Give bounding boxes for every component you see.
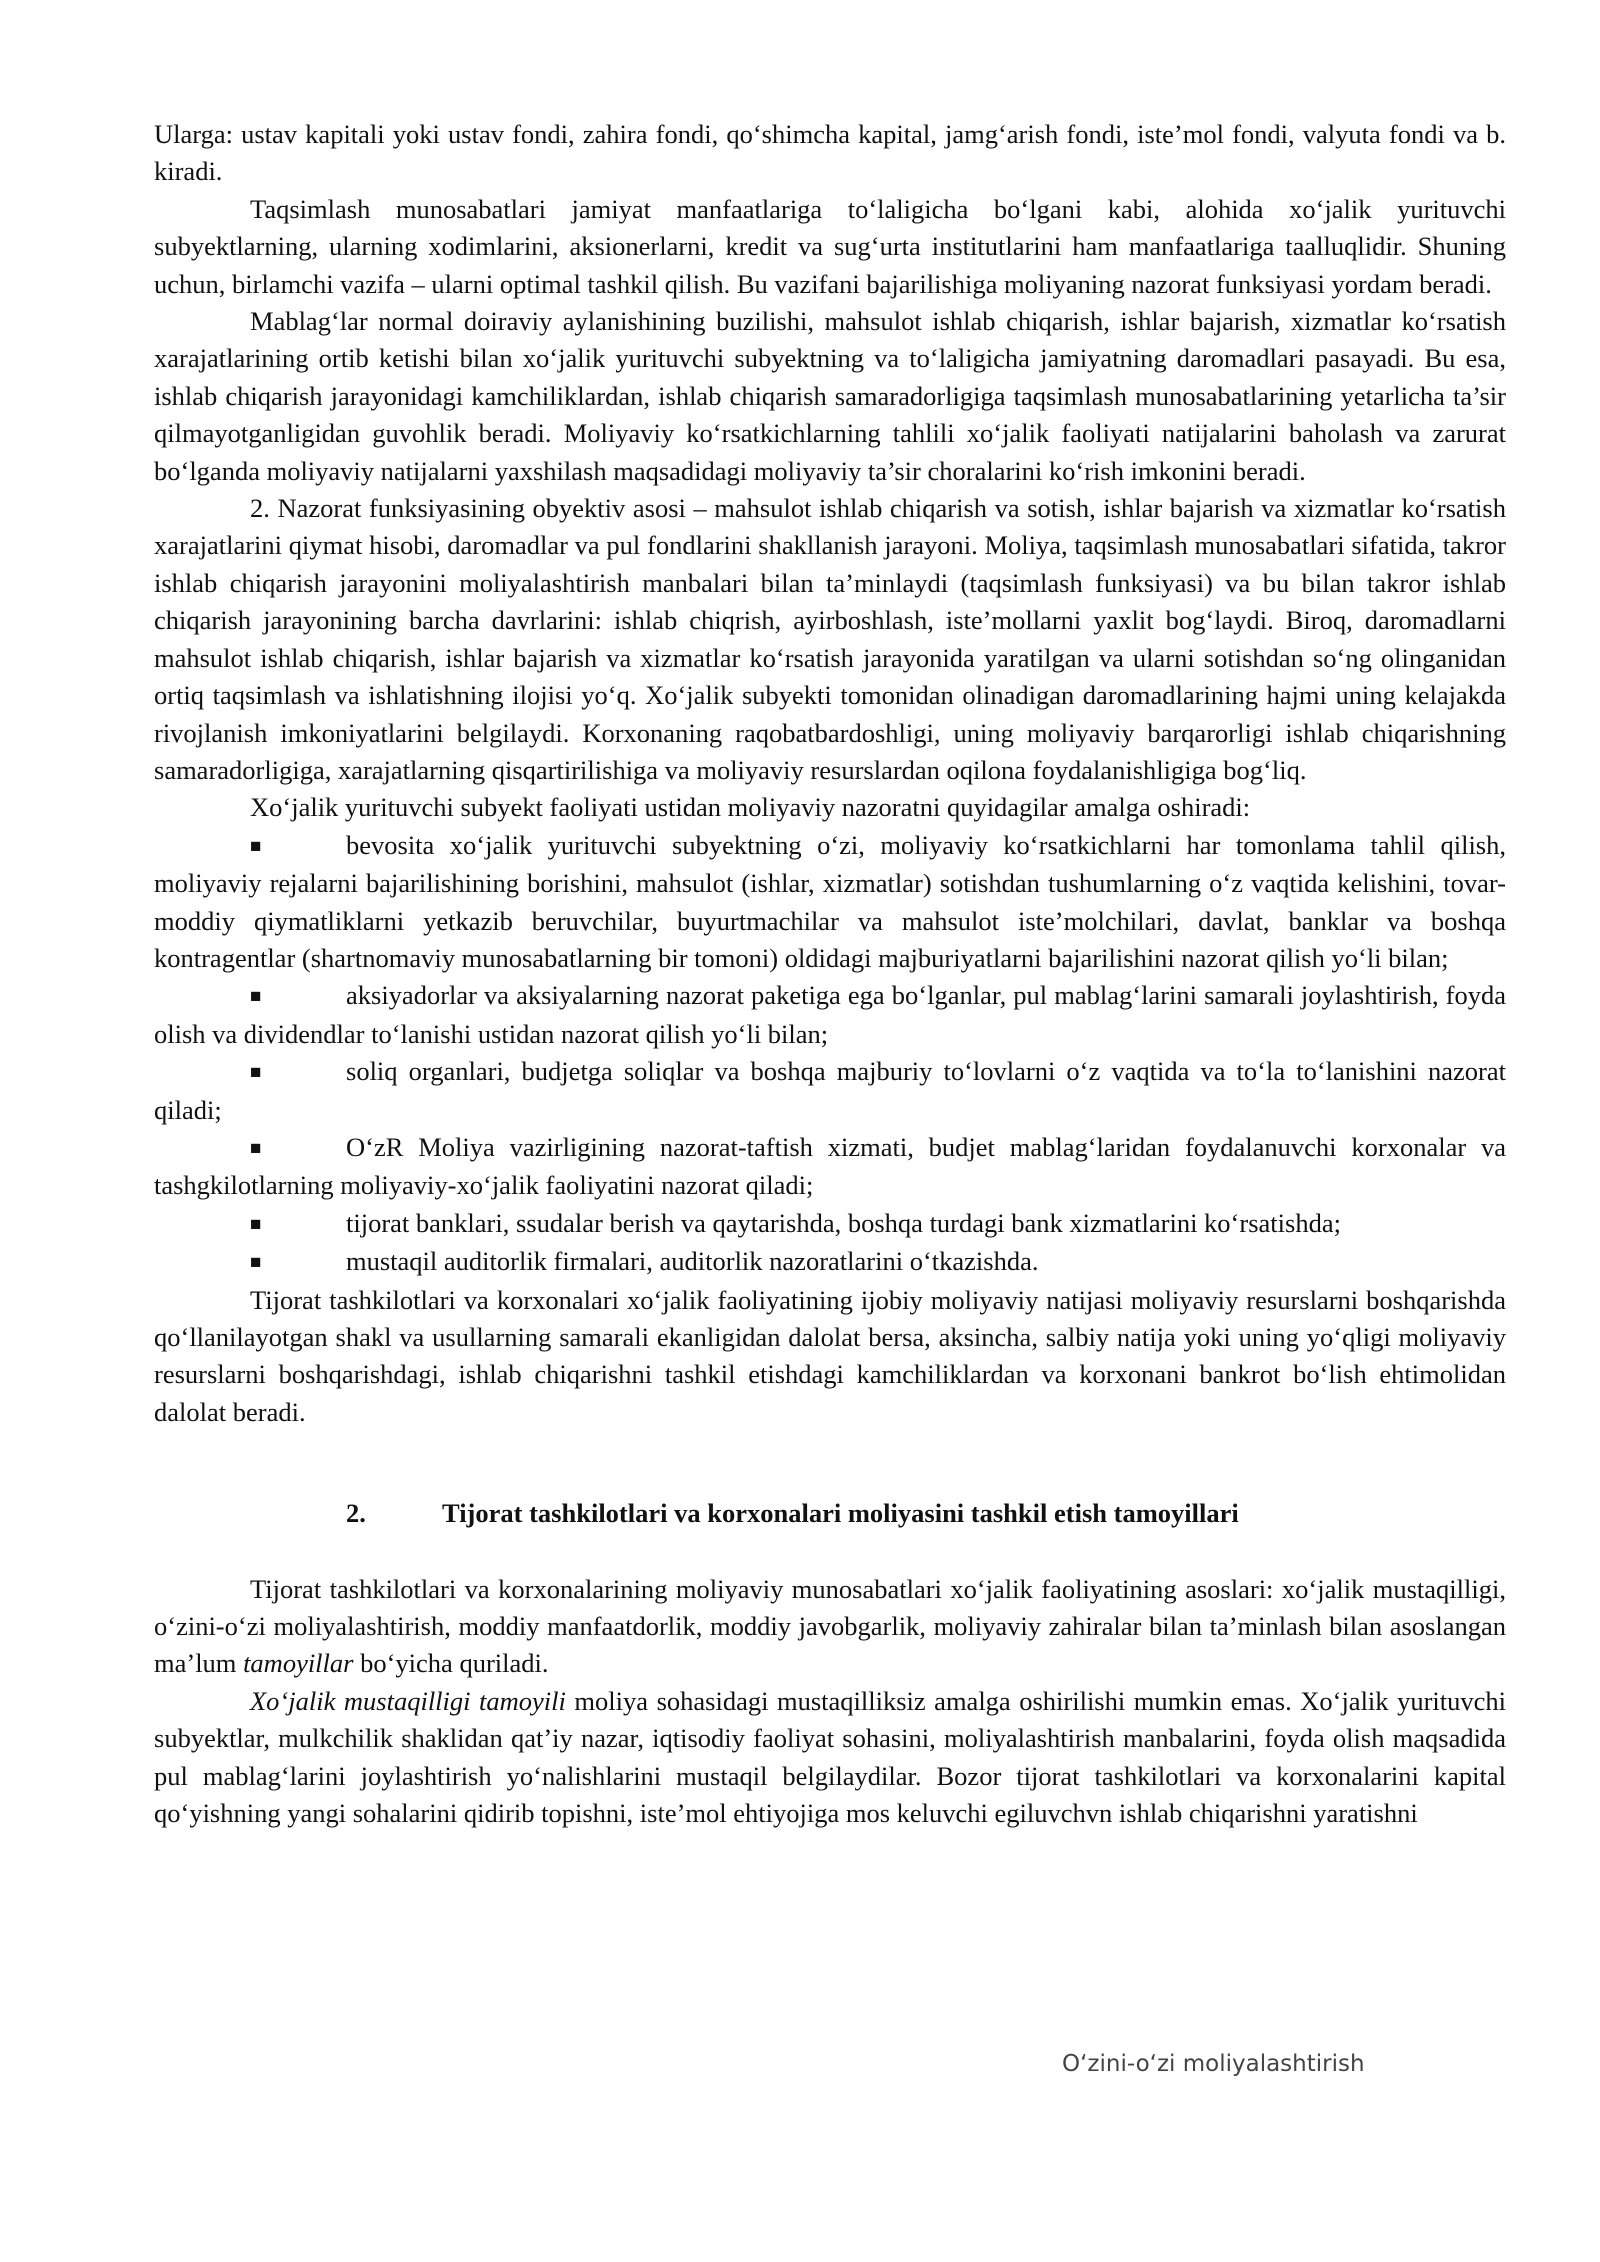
emphasis-principles: tamoyillar	[243, 1648, 354, 1679]
list-item-text: soliq organlari, budjetga soliqlar va boshqa majburiy to‘lovlarni o‘z vaqtida va to‘la to‘lanishini nazorat qiladi;	[154, 1056, 1506, 1125]
bullet-list	[154, 827, 1506, 1282]
square-bullet-icon: ■	[250, 1062, 262, 1084]
square-bullet-icon: ■	[250, 986, 262, 1008]
document-page	[154, 116, 1506, 1832]
list-item-text: aksiyadorlar va aksiyalarning nazorat paketiga ega bo‘lganlar, pul mablag‘larini samarali joylashtirish, foyda olish va dividendlar to‘lanishi ustidan nazorat qilish yo‘li bilan;	[154, 980, 1506, 1049]
square-bullet-icon: ■	[250, 1252, 262, 1274]
page-footer: O‘zini-o‘zi moliyalashtirish	[1062, 2051, 1365, 2077]
square-bullet-icon: ■	[250, 1213, 262, 1235]
square-bullet-icon: ■	[250, 1137, 262, 1159]
section-title: Tijorat tashkilotlari va korxonalari moliyasini tashkil etish tamoyillari	[442, 1498, 1239, 1529]
section-number: 2.	[346, 1498, 366, 1529]
emphasis-independence-principle: Xo‘jalik mustaqilligi tamoyili	[250, 1685, 566, 1716]
section-heading	[154, 1495, 1506, 1532]
list-item-text: mustaqil auditorlik firmalari, auditorlik nazoratlarini o‘tkazishda.	[346, 1246, 1039, 1277]
list-item-text: bevosita xo‘jalik yurituvchi subyektning o‘zi, moliyaviy ko‘rsatkichlarni har tomonlama tahlil qilish, moliyaviy rejalarni bajarilishining borishini, mahsulot (ishlar, xizmatlar) sotishdan tushumlarning o‘z vaqtida kelishini, tovar-moddiy qiymatliklarni yetkazib beruvchilar, buyurtmachilar va mahsulot iste’molchilari, davlat, banklar va boshqa kontragentlar (shartnomaviy munosabatlarning bir tomoni) oldidagi majburiyatlarni bajarilishini nazorat qilish yo‘li bilan;	[154, 829, 1506, 973]
paragraph-economic-independence: Xo‘jalik mustaqilligi tamoyili moliya sohasidagi mustaqilliksiz amalga oshirilishi mumkin emas. Xo‘jalik yurituvchi subyektlar, mulkchilik shaklidan qat’iy nazar, iqtisodiy faoliyat sohasini, moliyalashtirish manbalarini, foyda olish maqsadida pul mablag‘larini joylashtirish yo‘nalishlarini mustaqil belgilaydilar. Bozor tijorat tashkilotlari va korxonalarini kapital qo‘yishning yangi sohalarini qidirib topishni, iste’mol ehtiyojiga mos keluvchi egiluvchvn ishlab chiqarishni yaratishni	[154, 1685, 1506, 1829]
square-bullet-icon: ■	[250, 835, 262, 857]
list-item-text: tijorat banklari, ssudalar berish va qaytarishda, boshqa turdagi bank xizmatlarini ko‘rsatishda;	[346, 1207, 1341, 1238]
list-item	[154, 1243, 1506, 1281]
paragraph-financial-control-intro: Xo‘jalik yurituvchi subyekt faoliyati ustidan moliyaviy nazoratni quyidagilar amalga oshiradi:	[250, 792, 1251, 823]
list-item	[154, 1053, 1506, 1129]
list-item	[154, 1129, 1506, 1205]
paragraph-results-evaluation: Tijorat tashkilotlari va korxonalari xo‘jalik faoliyatining ijobiy moliyaviy natijasi moliyaviy resurslarni boshqarishda qo‘llanilayotgan shakl va usullarning samarali ekanligidan dalolat bersa, aksincha, salbiy natija yoki uning yo‘qligi moliyaviy resurslarni boshqarishdagi, ishlab chiqarishni tashkil etishdagi kamchiliklardan va korxonani bankrot bo‘lish ehtimolidan dalolat beradi.	[154, 1284, 1506, 1427]
paragraph-intro: Ularga: ustav kapitali yoki ustav fondi, zahira fondi, qo‘shimcha kapital, jamg‘arish fondi, iste’mol fondi, valyuta fondi va b. kiradi.	[154, 119, 1506, 187]
list-item	[154, 977, 1506, 1053]
list-item	[154, 827, 1506, 978]
list-item-text: O‘zR Moliya vazirligining nazorat-taftish xizmati, budjet mablag‘laridan foydalanuvchi korxonalar va tashgkilotlarning moliyaviy-xo‘jalik faoliyatini nazorat qiladi;	[154, 1131, 1506, 1201]
paragraph-circulation-disruption: Mablag‘lar normal doiraviy aylanishining buzilishi, mahsulot ishlab chiqarish, ishlar bajarish, xizmatlar ko‘rsatish xarajatlarining ortib ketishi bilan xo‘jalik yurituvchi subyektning va to‘laligicha jamiyatning daromadlari pasayadi. Bu esa, ishlab chiqarish jarayonidagi kamchiliklardan, ishlab chiqarish samaradorligiga taqsimlash munosabatlarining yetarlicha ta’sir qilmayotganligidan guvohlik beradi. Moliyaviy ko‘rsatkichlarning tahlili xo‘jalik faoliyati natijalarini baholash va zarurat bo‘lganda moliyaviy natijalarni yaxshilash maqsadidagi moliyaviy ta’sir choralarini ko‘rish imkonini beradi.	[154, 306, 1506, 486]
paragraph-principles-intro: Tijorat tashkilotlari va korxonalarining moliyaviy munosabatlari xo‘jalik faoliyatining asoslari: xo‘jalik mustaqilligi, o‘zini-o‘zi moliyalashtirish, moddiy manfaatdorlik, moddiy javobgarlik, moliyaviy zahiralar bilan ta’minlash bilan asoslangan ma’lum tamoyillar bo‘yicha quriladi.	[154, 1573, 1506, 1679]
paragraph-distribution-relations: Taqsimlash munosabatlari jamiyat manfaatlariga to‘laligicha bo‘lgani kabi, alohida xo‘jalik yurituvchi subyektlarning, ularning xodimlarini, aksionerlarni, kredit va sug‘urta institutlarini ham manfaatlariga taalluqlidir. Shuning uchun, birlamchi vazifa – ularni optimal tashkil qilish. Bu vazifani bajarilishiga moliyaning nazorat funksiyasi yordam beradi.	[154, 193, 1506, 299]
paragraph-control-function-basis: 2. Nazorat funksiyasining obyektiv asosi – mahsulot ishlab chiqarish va sotish, ishlar bajarish va xizmatlar ko‘rsatish xarajatlarini qiymat hisobi, daromadlar va pul fondlarini shakllanish jarayoni. Moliya, taqsimlash munosabatlari sifatida, takror ishlab chiqarish jarayonini moliyalashtirish manbalari bilan ta’minlaydi (taqsimlash funksiyasi) va bu bilan takror ishlab chiqarish jarayonining barcha davrlarini: ishlab chiqrish, ayirboshlash, iste’mollarni yaxlit bog‘laydi. Biroq, daromadlarni mahsulot ishlab chiqarish, ishlar bajarish va xizmatlar ko‘rsatish jarayonida yaratilgan va ularni sotishdan so‘ng olinganidan ortiq taqsimlash va ishlatishning ilojisi yo‘q. Xo‘jalik subyekti tomonidan olinadigan daromadlarining hajmi uning kelajakda rivojlanish imkoniyatlarini belgilaydi. Korxonaning raqobatbardoshligi, uning moliyaviy barqarorligi ishlab chiqarishning samaradorligiga, xarajatlarning qisqartirilishiga va moliyaviy resurslardan oqilona foydalanishligiga bog‘liq.	[154, 493, 1506, 785]
list-item	[154, 1205, 1506, 1243]
